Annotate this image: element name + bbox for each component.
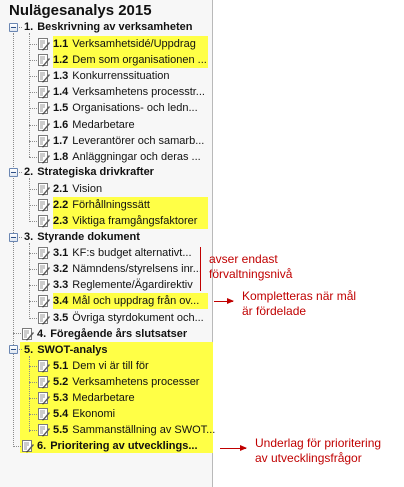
tree-connector: [29, 366, 37, 367]
tree-connector: [29, 356, 30, 432]
tree-connector: [29, 141, 37, 142]
item-number: 1.5: [53, 102, 69, 114]
document-edit-icon: [38, 135, 50, 148]
item-label: KF:s budget alternativt...: [72, 247, 192, 259]
item-label: Anläggningar och deras ...: [72, 151, 201, 163]
tree-item-3-1[interactable]: [38, 245, 192, 261]
tree-connector: [29, 221, 37, 222]
tree-connector: [29, 76, 37, 77]
annotation-text: Underlag för prioritering: [255, 436, 382, 450]
document-edit-icon: [38, 295, 50, 308]
item-number: 2.2: [53, 199, 69, 211]
tree-section-3[interactable]: [24, 229, 140, 245]
document-edit-icon: [38, 408, 50, 421]
item-label: Organisations- och ledn...: [72, 102, 198, 114]
item-number: 3.5: [53, 312, 69, 324]
annotation-text: avser endast: [209, 252, 278, 266]
section-label: Föregående års slutsatser: [50, 328, 188, 340]
tree-connector: [29, 60, 37, 61]
item-number: 1.4: [53, 86, 69, 98]
item-label: Mål och uppdrag från ov...: [72, 295, 200, 307]
document-edit-icon: [38, 360, 50, 373]
tree-connector: [29, 382, 37, 383]
tree-item-1-4[interactable]: [38, 84, 205, 100]
item-label: Dem vi är till för: [72, 360, 149, 372]
tree-item-5-4[interactable]: [38, 406, 115, 422]
document-edit-icon: [38, 86, 50, 99]
annotation-arrow: [220, 448, 246, 449]
section-number: 5.: [24, 344, 34, 356]
tree-item-1-8[interactable]: [38, 149, 201, 165]
tree-item-1-3[interactable]: [38, 68, 170, 84]
item-number: 2.3: [53, 215, 69, 227]
tree-title: Nulägesanalys 2015: [9, 2, 152, 19]
item-label: Förhållningssätt: [72, 199, 150, 211]
annotation-text: av utvecklingsfrågor: [255, 451, 362, 465]
tree-connector: [29, 44, 37, 45]
item-number: 3.2: [53, 263, 69, 275]
tree-connector: [29, 178, 30, 222]
document-edit-icon: [22, 440, 34, 453]
tree-item-1-6[interactable]: [38, 117, 135, 133]
item-label: Ekonomi: [72, 408, 116, 420]
collapse-toggle-icon[interactable]: [9, 233, 18, 242]
section-label: Styrande dokument: [37, 231, 140, 243]
tree-item-3-3[interactable]: [38, 277, 193, 293]
tree-section-4[interactable]: [22, 326, 187, 342]
item-number: 3.3: [53, 279, 69, 291]
document-edit-icon: [38, 199, 50, 212]
document-edit-icon: [38, 70, 50, 83]
document-edit-icon: [38, 376, 50, 389]
section-number: 2.: [24, 166, 34, 178]
item-label: Verksamhetens processer: [72, 376, 200, 388]
item-label: Vision: [72, 183, 103, 195]
annotation-text: Kompletteras när mål: [242, 289, 357, 303]
section-number: 6.: [37, 440, 47, 452]
annotation-underlag: [255, 436, 381, 466]
item-number: 3.1: [53, 247, 69, 259]
item-label: Viktiga framgångsfaktorer: [72, 215, 198, 227]
tree-connector: [29, 108, 37, 109]
tree-connector: [29, 414, 37, 415]
section-number: 3.: [24, 231, 34, 243]
document-edit-icon: [38, 119, 50, 132]
item-number: 5.5: [53, 424, 69, 436]
annotation-bracket: [200, 247, 201, 291]
item-label: Medarbetare: [72, 119, 135, 131]
tree-connector: [29, 92, 37, 93]
annotation-text: förvaltningsnivå: [209, 267, 293, 281]
tree-connector: [29, 430, 37, 431]
collapse-toggle-icon[interactable]: [9, 345, 18, 354]
document-edit-icon: [38, 247, 50, 260]
document-edit-icon: [38, 279, 50, 292]
tree-connector: [29, 189, 37, 190]
item-label: Konkurrenssituation: [72, 70, 170, 82]
item-number: 1.7: [53, 135, 69, 147]
item-label: Övriga styrdokument och...: [72, 312, 204, 324]
item-number: 1.2: [53, 54, 69, 66]
tree-connector: [29, 125, 37, 126]
tree-item-1-1[interactable]: [38, 36, 196, 52]
tree-section-1[interactable]: [24, 19, 193, 35]
collapse-toggle-icon[interactable]: [9, 168, 18, 177]
tree-connector: [29, 301, 37, 302]
tree-item-3-5[interactable]: [38, 310, 204, 326]
document-edit-icon: [38, 183, 50, 196]
document-edit-icon: [38, 392, 50, 405]
item-number: 5.4: [53, 408, 69, 420]
item-label: Nämndens/styrelsens inr...: [72, 263, 202, 275]
section-label: Prioritering av utvecklings...: [50, 440, 198, 452]
section-number: 4.: [37, 328, 47, 340]
tree-connector: [29, 285, 37, 286]
document-edit-icon: [38, 424, 50, 437]
item-label: Sammanställning av SWOT...: [72, 424, 216, 436]
document-edit-icon: [38, 54, 50, 67]
tree-item-5-1[interactable]: [38, 358, 149, 374]
item-number: 1.6: [53, 119, 69, 131]
document-edit-icon: [38, 215, 50, 228]
annotation-arrow: [214, 301, 233, 302]
tree-connector: [29, 318, 37, 319]
tree-item-2-2[interactable]: [38, 197, 150, 213]
tree-item-3-4[interactable]: [38, 293, 199, 309]
document-edit-icon: [38, 312, 50, 325]
tree-connector: [29, 243, 30, 319]
collapse-toggle-icon[interactable]: [9, 23, 18, 32]
tree-item-5-3[interactable]: [38, 390, 135, 406]
tree-item-2-3[interactable]: [38, 213, 197, 229]
tree-connector: [29, 398, 37, 399]
item-number: 5.1: [53, 360, 69, 372]
tree-item-1-7[interactable]: [38, 133, 204, 149]
item-number: 1.1: [53, 38, 69, 50]
annotation-text: är fördelade: [242, 304, 307, 318]
tree-item-2-1[interactable]: [38, 181, 102, 197]
tree-item-5-2[interactable]: [38, 374, 199, 390]
item-number: 5.3: [53, 392, 69, 404]
item-label: Medarbetare: [72, 392, 135, 404]
item-number: 1.3: [53, 70, 69, 82]
tree-connector: [29, 157, 37, 158]
document-edit-icon: [22, 328, 34, 341]
section-label: Beskrivning av verksamheten: [37, 21, 193, 33]
item-number: 5.2: [53, 376, 69, 388]
document-edit-icon: [38, 102, 50, 115]
tree-connector: [29, 33, 30, 157]
item-label: Verksamhetens processtr...: [72, 86, 205, 98]
section-label: Strategiska drivkrafter: [37, 166, 154, 178]
document-edit-icon: [38, 263, 50, 276]
document-edit-icon: [38, 151, 50, 164]
tree-item-5-5[interactable]: [38, 422, 215, 438]
item-label: Reglemente/Ägardirektiv: [72, 279, 193, 291]
item-number: 3.4: [53, 295, 69, 307]
item-label: Leverantörer och samarb...: [72, 135, 205, 147]
document-edit-icon: [38, 38, 50, 51]
annotation-avser: [209, 252, 292, 282]
item-number: 2.1: [53, 183, 69, 195]
tree-item-1-2[interactable]: [38, 52, 207, 68]
tree-section-2[interactable]: [24, 164, 154, 180]
section-label: SWOT-analys: [37, 344, 108, 356]
section-number: 1.: [24, 21, 34, 33]
tree-item-3-2[interactable]: [38, 261, 202, 277]
tree-section-5[interactable]: [24, 342, 107, 358]
tree-connector: [29, 253, 37, 254]
tree-item-1-5[interactable]: [38, 100, 198, 116]
tree-section-6[interactable]: [22, 438, 198, 454]
tree-connector: [29, 269, 37, 270]
item-number: 1.8: [53, 151, 69, 163]
item-label: Verksamhetsidé/Uppdrag: [72, 38, 196, 50]
tree-connector: [29, 205, 37, 206]
item-label: Dem som organisationen ...: [72, 54, 207, 66]
annotation-kompletteras: [242, 289, 356, 319]
